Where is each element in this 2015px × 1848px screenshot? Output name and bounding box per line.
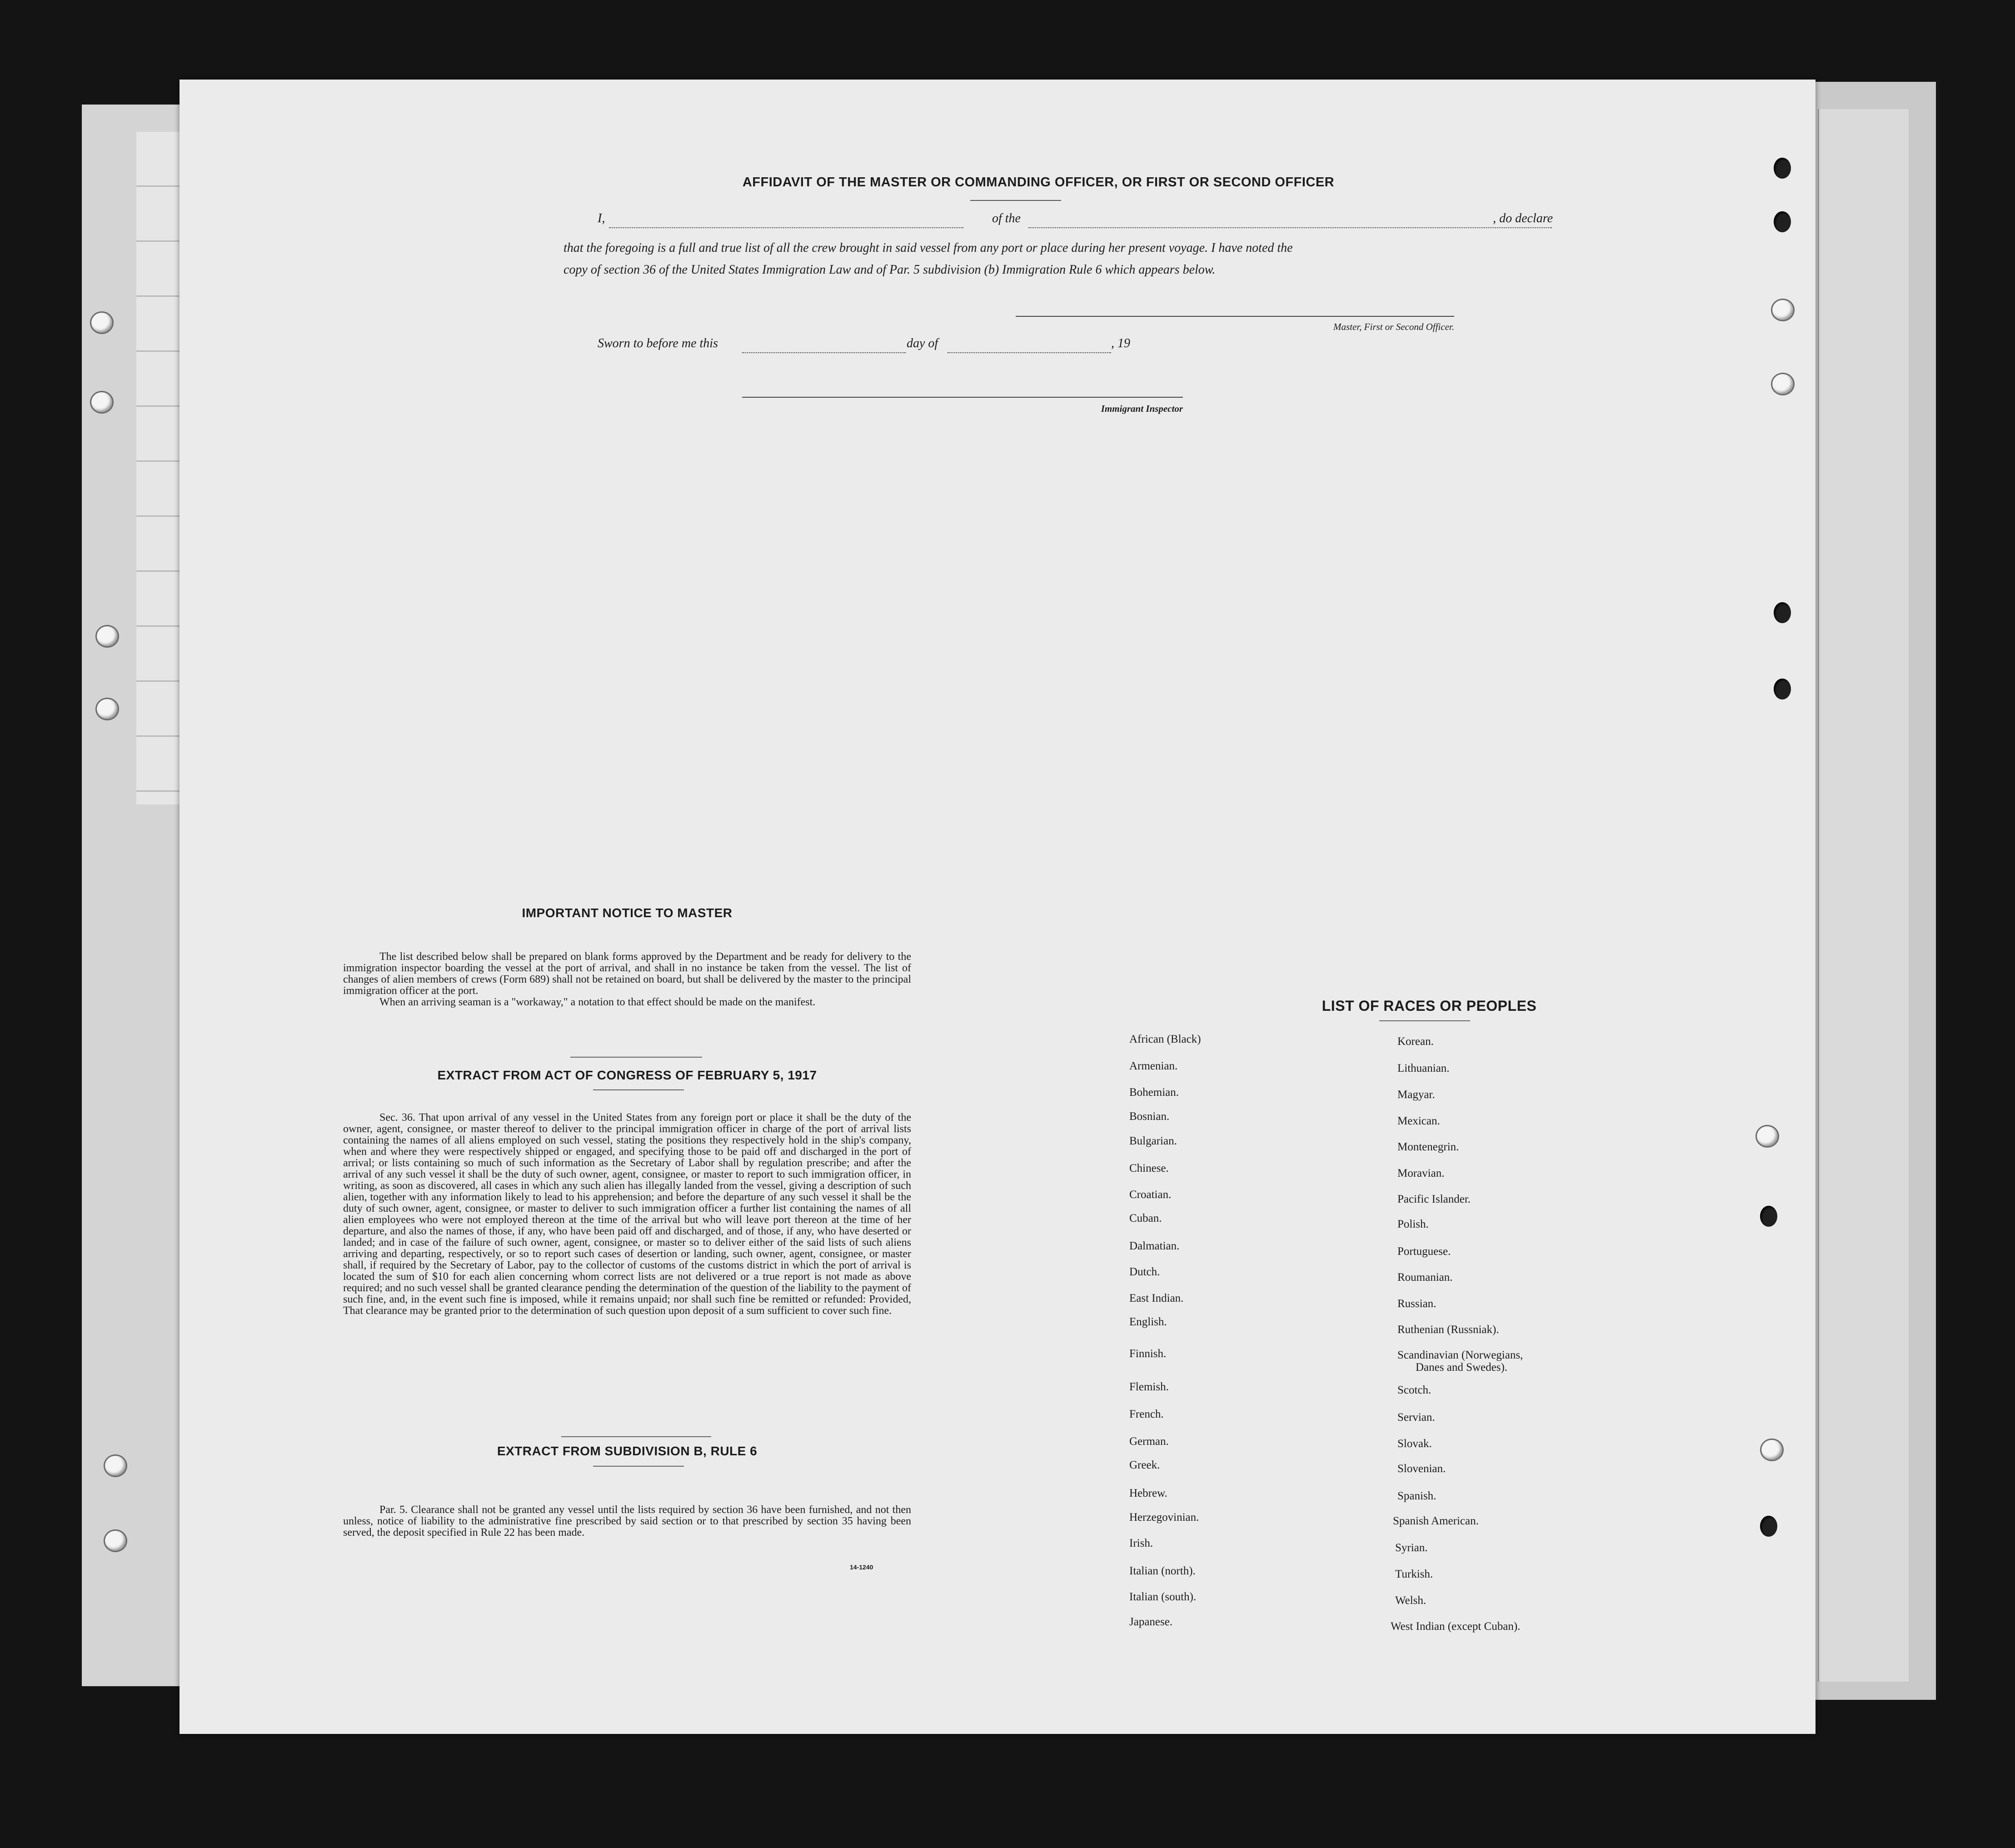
race-item: African (Black) — [1129, 1033, 1201, 1045]
divider — [593, 1466, 684, 1467]
punch-hole — [1774, 679, 1791, 699]
race-item: Greek. — [1129, 1459, 1160, 1471]
race-item-text: Scandinavian (Norwegians, — [1397, 1349, 1523, 1361]
race-item — [1397, 1349, 1588, 1374]
form-number: 14-1240 — [850, 1563, 873, 1571]
affidavit-of-the-label: of the — [992, 211, 1021, 225]
race-item: Croatian. — [1129, 1189, 1172, 1201]
divider — [970, 200, 1061, 201]
race-item: Korean. — [1397, 1035, 1434, 1048]
race-item: Polish. — [1397, 1218, 1429, 1230]
punch-hole — [1756, 1125, 1779, 1148]
affidavit-title: AFFIDAVIT OF THE MASTER OR COMMANDING OFFICER, OR FIRST OR SECOND OFFICER — [742, 175, 1335, 190]
race-item: Slovak. — [1397, 1438, 1432, 1450]
race-item-continuation: Danes and Swedes). — [1416, 1361, 1508, 1374]
divider — [593, 1089, 684, 1090]
race-item: Moravian. — [1397, 1167, 1445, 1179]
rule-6-text: Par. 5. Clearance shall not be granted any vessel until the lists required by section 36 have been furnished, and not then unless, notice of liability to the administrative fine prescribed by said section or to that prescribed by section 35 having been served, the deposit specified in Rule 22 has been made. — [343, 1504, 911, 1538]
punch-hole — [1760, 1438, 1784, 1461]
punch-hole — [1774, 211, 1791, 232]
race-item: Bohemian. — [1129, 1086, 1179, 1099]
race-item: Dalmatian. — [1129, 1240, 1180, 1252]
race-item: Bosnian. — [1129, 1110, 1170, 1123]
race-item: English. — [1129, 1316, 1167, 1328]
race-item: West Indian (except Cuban). — [1391, 1620, 1521, 1633]
race-item: Chinese. — [1129, 1162, 1169, 1174]
act-section-36-text: Sec. 36. That upon arrival of any vessel in the United States from any foreign port or place it shall be the duty of the owner, agent, consignee, or master thereof to deliver to the principal immigration officer in charge of the port of arrival lists containing the names of all aliens employed on such vessel, stating the positions they respectively hold in the ship's company, when and where they were respectively shipped or engaged, and specifying those to be paid off and discharged in the port of arrival; or lists containing so much of such information as the Secretary of Labor shall by regulation prescribe; and after the arrival of any such vessel it shall be the duty of such owner, agent, consignee, or master to report to such immigration officer, in writing, as soon as discovered, all cases in which any such alien has illegally landed from the vessel, giving a description of such alien, together with any information likely to lead to his apprehension; and before the departure of any such vessel it shall be the duty of such owner, agent, consignee, or master to deliver to such immigration officer a further list containing the names of all alien employees who were not employed thereon at the time of the arrival but who will leave port thereon at the time of her departure, and also the names of those, if any, who have been paid off and discharged, and of those, if any, who have deserted or landed; and in case of the failure of such owner, agent, consignee, or master so to deliver either of the said lists of such aliens arriving and departing, respectively, or so to report such cases of desertion or landing, such owner, agent, consignee, or master shall, if required by the Secretary of Labor, pay to the collector of customs of the customs district in which the port of arrival is located the sum of $10 for each alien concerning whom correct lists are not delivered or a true report is not made as above required; and no such vessel shall be granted clearance pending the determination of the question of the liability to the payment of such fine, and, in the event such fine is imposed, while it remains unpaid; nor shall such fine be remitted or refunded: Provided, That clearance may be granted prior to the determination of such question upon deposit of a sum sufficient to cover such fine. — [343, 1112, 911, 1317]
race-item: Magyar. — [1397, 1089, 1435, 1101]
race-item: Dutch. — [1129, 1266, 1160, 1278]
race-item: Russian. — [1397, 1298, 1436, 1310]
signature-label: Master, First or Second Officer. — [1333, 321, 1454, 332]
race-item: Cuban. — [1129, 1212, 1162, 1224]
race-item: French. — [1129, 1408, 1164, 1420]
rule-extract-body — [343, 1504, 911, 1538]
race-item: Spanish American. — [1393, 1515, 1479, 1527]
divider — [561, 1436, 711, 1437]
background-sheet-right-edge — [1818, 109, 1909, 1682]
notice-paragraph: When an arriving seaman is a "workaway," a notation to that effect should be made on the manifest. — [379, 996, 816, 1008]
punch-hole — [1771, 299, 1795, 321]
race-item: Portuguese. — [1397, 1245, 1451, 1258]
punch-hole — [1771, 373, 1795, 395]
race-item: Irish. — [1129, 1537, 1153, 1549]
punch-hole — [1774, 602, 1791, 623]
race-item: German. — [1129, 1435, 1169, 1448]
race-item: Syrian. — [1395, 1542, 1428, 1554]
race-item: Servian. — [1397, 1411, 1435, 1423]
sworn-label: Sworn to before me this — [598, 336, 718, 350]
act-extract-title: EXTRACT FROM ACT OF CONGRESS OF FEBRUARY 5, 1917 — [437, 1068, 817, 1082]
inspector-label: Immigrant Inspector — [1101, 403, 1183, 414]
affidavit-statement-line: that the foregoing is a full and true list of all the crew brought in said vessel from any port or place during her present voyage. I have noted the — [564, 241, 1293, 255]
race-item: Bulgarian. — [1129, 1135, 1177, 1147]
race-item: Slovenian. — [1397, 1463, 1446, 1475]
month-fill-line — [948, 352, 1111, 353]
inspector-signature-line — [742, 397, 1183, 398]
divider — [1379, 1020, 1470, 1021]
signature-line — [1016, 316, 1454, 317]
notice-paragraph: The list described below shall be prepared on blank forms approved by the Department and be ready for delivery to the immigration inspector boarding the vessel at the port of arrival, and shall in no instance be taken from the vessel. The list of changes of alien members of crews (Form 689) shall not be retained on board, but shall be delivered by the master to the principal immigration officer at the port. — [343, 951, 911, 997]
notice-title: IMPORTANT NOTICE TO MASTER — [522, 906, 733, 920]
race-item: Armenian. — [1129, 1060, 1178, 1072]
affidavit-statement-line: copy of section 36 of the United States Immigration Law and of Par. 5 subdivision (b) Immigration Rule 6 which appears below. — [564, 263, 1216, 277]
race-item: Herzegovinian. — [1129, 1511, 1199, 1523]
race-item: Roumanian. — [1397, 1271, 1453, 1284]
race-item: Hebrew. — [1129, 1487, 1167, 1499]
name-fill-line — [609, 227, 963, 228]
races-title: LIST OF RACES OR PEOPLES — [1322, 998, 1537, 1014]
race-item: Turkish. — [1395, 1568, 1433, 1580]
race-item: Japanese. — [1129, 1616, 1173, 1628]
punch-hole — [95, 698, 119, 720]
year-label: , 19 — [1111, 336, 1130, 350]
race-item: Flemish. — [1129, 1381, 1169, 1393]
race-item: Spanish. — [1397, 1490, 1436, 1502]
punch-hole — [1760, 1516, 1777, 1537]
punch-hole — [1774, 158, 1791, 179]
notice-body — [343, 951, 911, 1008]
race-item: East Indian. — [1129, 1292, 1184, 1304]
act-extract-body — [343, 1112, 911, 1317]
race-item: Finnish. — [1129, 1348, 1167, 1360]
vessel-fill-line — [1028, 227, 1552, 228]
day-of-label: day of — [907, 336, 938, 350]
race-item: Montenegrin. — [1397, 1141, 1459, 1153]
punch-hole — [90, 391, 114, 414]
race-item: Italian (south). — [1129, 1591, 1197, 1603]
race-item: Welsh. — [1395, 1594, 1426, 1607]
affidavit-declare-label: , do declare — [1493, 211, 1553, 225]
race-item: Lithuanian. — [1397, 1062, 1450, 1074]
divider — [570, 1057, 702, 1058]
sworn-day-fill-line — [742, 352, 906, 353]
punch-hole — [104, 1529, 127, 1552]
immigration-form-page — [180, 80, 1815, 1734]
race-item: Pacific Islander. — [1397, 1193, 1471, 1205]
punch-hole — [104, 1454, 127, 1477]
race-item: Ruthenian (Russniak). — [1397, 1324, 1499, 1336]
race-item: Scotch. — [1397, 1384, 1431, 1396]
punch-hole — [95, 625, 119, 648]
race-item: Italian (north). — [1129, 1565, 1196, 1577]
affidavit-i-label: I, — [598, 211, 605, 225]
punch-hole — [90, 311, 114, 334]
race-item: Mexican. — [1397, 1115, 1440, 1127]
rule-extract-title: EXTRACT FROM SUBDIVISION B, RULE 6 — [497, 1444, 758, 1458]
punch-hole — [1760, 1206, 1777, 1227]
